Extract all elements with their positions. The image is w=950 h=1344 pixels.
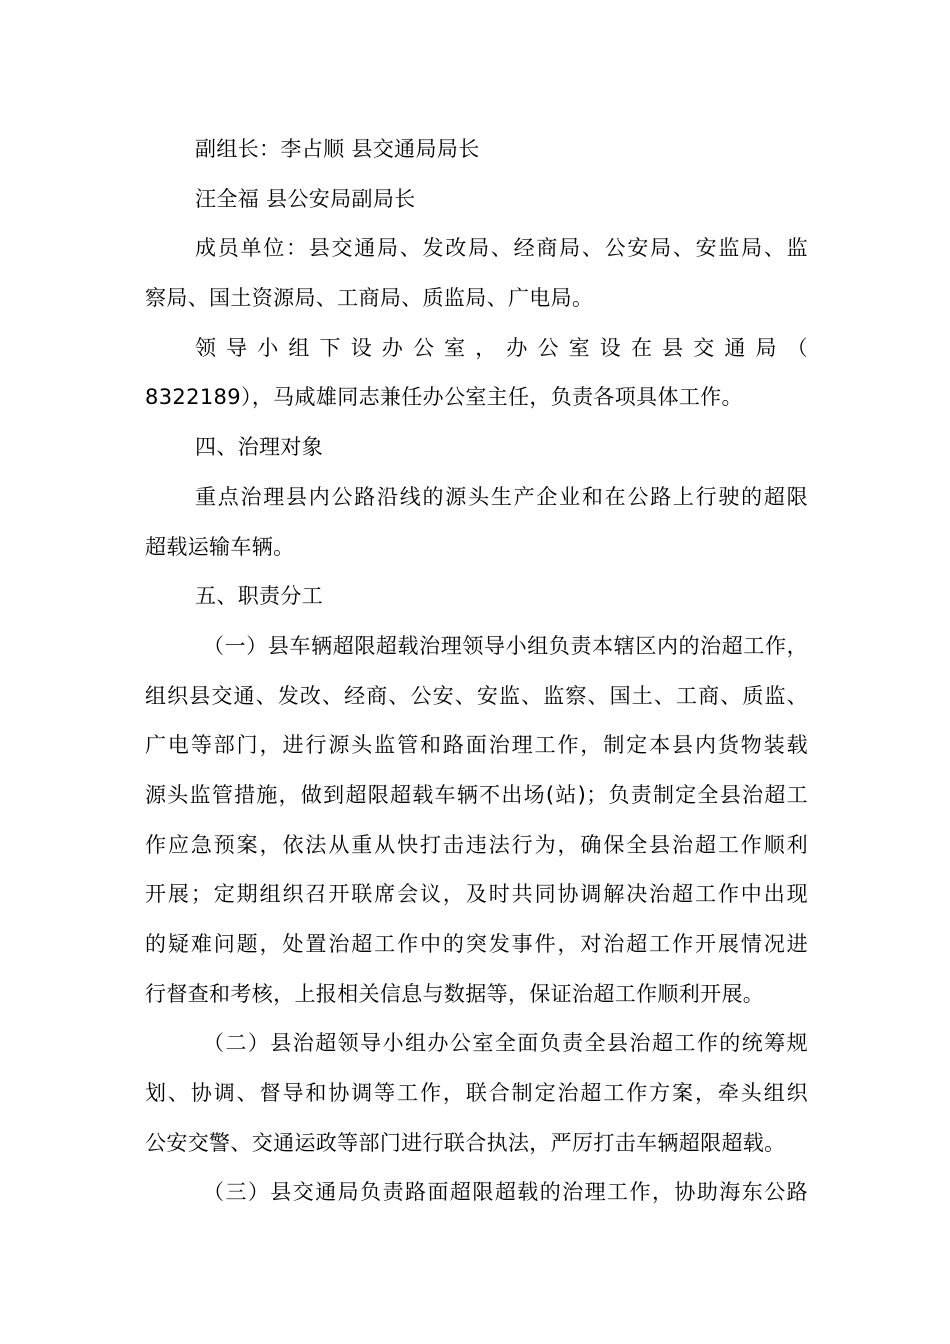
duty-1-line: （一）县车辆超限超载治理领导小组负责本辖区内的治超工作， (203, 633, 808, 658)
section-heading-duties: 五、职责分工 (195, 584, 324, 609)
duty-1-line-cont: 行督查和考核，上报相关信息与数据等，保证治超工作顺利开展。 (145, 981, 765, 1006)
duty-2-line-cont: 划、协调、督导和协调等工作，联合制定治超工作方案，牵头组织 (145, 1081, 808, 1106)
member-units-line: 成员单位：县交通局、发改局、经商局、公安局、安监局、监 (195, 236, 808, 261)
member-units-line-cont: 察局、国土资源局、工商局、质监局、广电局。 (145, 286, 594, 311)
duty-1-line-cont: 广电等部门，进行源头监管和路面治理工作，制定本县内货物装载 (145, 733, 808, 758)
duty-1-line-cont: 开展；定期组织召开联席会议，及时共同协调解决治超工作中出现 (145, 882, 808, 907)
duty-1-line-cont: 组织县交通、发改、经商、公安、安监、监察、国土、工商、质监、 (145, 683, 808, 708)
deputy-leader-line-2: 汪全福 县公安局副局长 (195, 186, 416, 211)
section-heading-targets: 四、治理对象 (195, 435, 324, 460)
targets-line: 重点治理县内公路沿线的源头生产企业和在公路上行驶的超限 (195, 484, 808, 509)
document-body (145, 125, 808, 1218)
office-line-cont: 8322189），马咸雄同志兼任办公室主任，负责各项具体工作。 (145, 385, 743, 410)
office-line: 领 导 小 组 下 设 办 公 室 ， 办 公 室 设 在 县 交 通 局 （ (195, 335, 808, 360)
duty-2-line-cont: 公安交警、交通运政等部门进行联合执法，严厉打击车辆超限超载。 (145, 1130, 786, 1155)
duty-3-line: （三）县交通局负责路面超限超载的治理工作，协助海东公路 (203, 1180, 808, 1205)
duty-1-line-cont: 作应急预案，依法从重从快打击违法行为，确保全县治超工作顺利 (145, 832, 808, 857)
deputy-leader-line: 副组长：李占顺 县交通局局长 (195, 137, 480, 161)
targets-line-cont: 超载运输车辆。 (145, 534, 295, 559)
duty-2-line: （二）县治超领导小组办公室全面负责全县治超工作的统筹规 (203, 1031, 808, 1056)
duty-1-line-cont: 源头监管措施，做到超限超载车辆不出场(站)；负责制定全县治超工 (145, 782, 808, 807)
duty-1-line-cont: 的疑难问题，处置治超工作中的突发事件，对治超工作开展情况进 (145, 932, 808, 956)
